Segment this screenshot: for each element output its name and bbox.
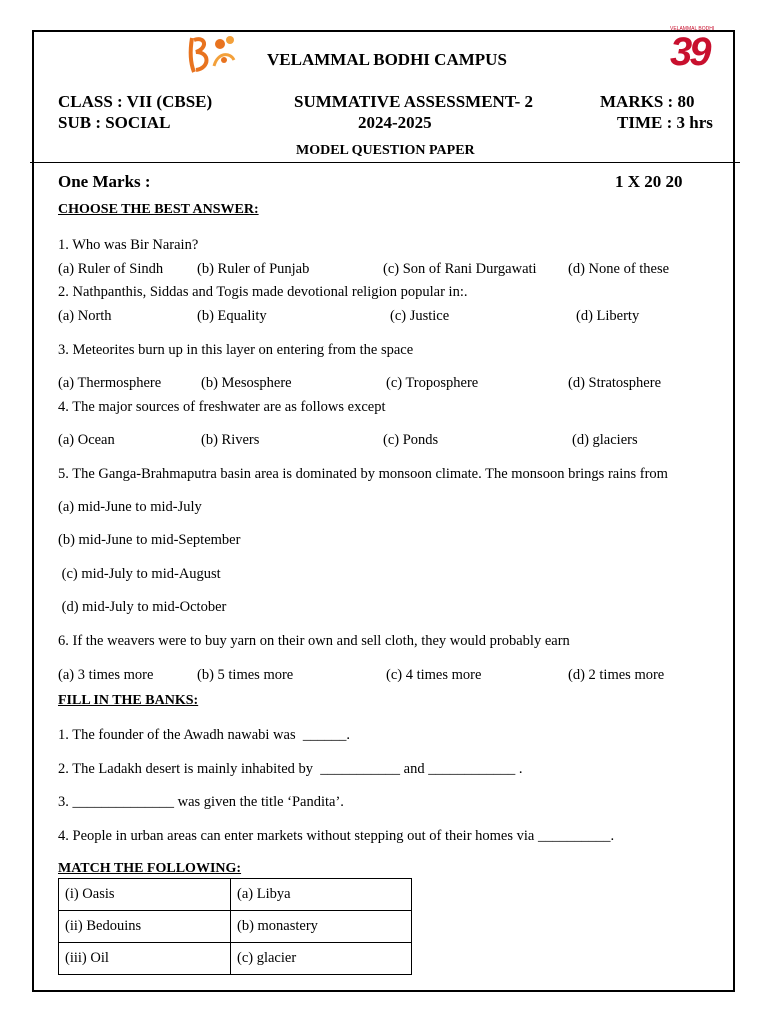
- academic-year: 2024-2025: [358, 113, 432, 132]
- option: (b) mid-June to mid-September: [58, 532, 241, 548]
- question: 2. Nathpanthis, Siddas and Togis made devotional religion popular in:.: [58, 284, 468, 300]
- section-heading-match: MATCH THE FOLLOWING:: [58, 861, 242, 876]
- question: 3. Meteorites burn up in this layer on entering from the space: [58, 342, 414, 358]
- table-row: [59, 879, 412, 911]
- question: 4. The major sources of freshwater are as follows except: [58, 399, 386, 415]
- fill-blank-item: 4. People in urban areas can enter markets without stepping out of their homes via __________.: [58, 828, 615, 844]
- paper-type: MODEL QUESTION PAPER: [296, 143, 475, 158]
- option: (b) Ruler of Punjab: [197, 261, 310, 277]
- option: (c) Son of Rani Durgawati: [383, 261, 537, 277]
- option: (d) None of these: [568, 261, 670, 277]
- option: (a) North: [58, 308, 112, 324]
- option: (c) Troposphere: [386, 375, 479, 391]
- marks-label: MARKS : 80: [600, 92, 695, 111]
- option: (a) Ocean: [58, 432, 115, 448]
- option: (d) Liberty: [576, 308, 640, 324]
- option: (c) 4 times more: [386, 667, 482, 683]
- fill-blank-item: 2. The Ladakh desert is mainly inhabited by ___________ and ____________ .: [58, 761, 523, 777]
- option: (b) Equality: [197, 308, 267, 324]
- match-table: [58, 878, 412, 975]
- fill-blank-item: 1. The founder of the Awadh nawabi was ______.: [58, 727, 350, 743]
- option: (a) 3 times more: [58, 667, 154, 683]
- subject-label: SUB : SOCIAL: [58, 113, 171, 132]
- match-right-cell: (a) Libya: [231, 879, 412, 911]
- option: (d) glaciers: [572, 432, 638, 448]
- header-divider: [30, 162, 740, 163]
- match-left-cell: (ii) Bedouins: [59, 911, 231, 943]
- section-title: One Marks :: [58, 172, 151, 191]
- option: (c) mid-July to mid-August: [58, 566, 221, 582]
- option: (a) Thermosphere: [58, 375, 162, 391]
- option: (d) mid-July to mid-October: [58, 599, 227, 615]
- school-logo-icon: [184, 30, 242, 78]
- option: (b) 5 times more: [197, 667, 294, 683]
- match-left-cell: (iii) Oil: [59, 943, 231, 975]
- exam-title: SUMMATIVE ASSESSMENT- 2: [294, 92, 534, 111]
- table-row: [59, 943, 412, 975]
- option: (b) Mesosphere: [201, 375, 292, 391]
- option: (d) Stratosphere: [568, 375, 662, 391]
- option: (d) 2 times more: [568, 667, 665, 683]
- section-marks: 1 X 20 20: [615, 172, 683, 191]
- badge-number: 39: [670, 30, 709, 74]
- section-heading-fill-blanks: FILL IN THE BANKS:: [58, 693, 199, 708]
- class-label: CLASS : VII (CBSE): [58, 92, 213, 111]
- option: (c) Ponds: [383, 432, 439, 448]
- option: (c) Justice: [390, 308, 450, 324]
- question: 5. The Ganga-Brahmaputra basin area is dominated by monsoon climate. The monsoon brings rains from: [58, 466, 668, 482]
- table-row: [59, 911, 412, 943]
- option: (a) Ruler of Sindh: [58, 261, 164, 277]
- anniversary-badge: [666, 26, 730, 76]
- fill-blank-item: 3. ______________ was given the title ‘Pandita’.: [58, 794, 344, 810]
- question: 1. Who was Bir Narain?: [58, 237, 199, 253]
- school-name: VELAMMAL BODHI CAMPUS: [267, 50, 507, 69]
- badge-text: VELAMMAL BODHI: [670, 26, 715, 32]
- time-label: TIME : 3 hrs: [617, 113, 713, 132]
- question: 6. If the weavers were to buy yarn on their own and sell cloth, they would probably earn: [58, 633, 570, 649]
- option: (a) mid-June to mid-July: [58, 499, 202, 515]
- match-left-cell: (i) Oasis: [59, 879, 231, 911]
- section-heading-mcq: CHOOSE THE BEST ANSWER:: [58, 202, 259, 217]
- option: (b) Rivers: [201, 432, 260, 448]
- match-right-cell: (b) monastery: [231, 911, 412, 943]
- match-right-cell: (c) glacier: [231, 943, 412, 975]
